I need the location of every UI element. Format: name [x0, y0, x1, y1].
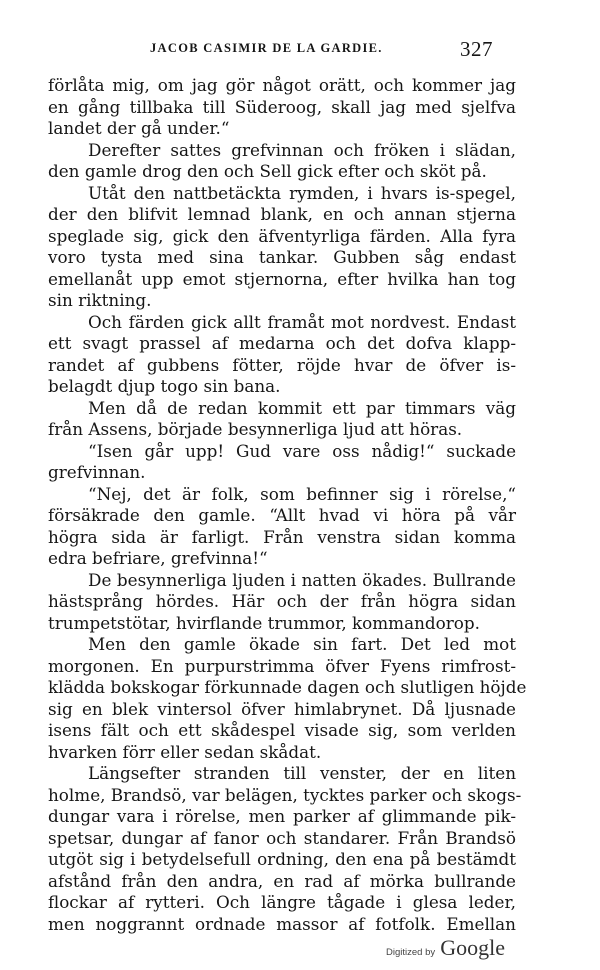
text-line: förlåta mig, om jag gör något orätt, och kommer jag [48, 75, 516, 95]
digitization-watermark [386, 935, 526, 961]
page-number: 327 [460, 37, 493, 61]
text-line: hästsprång hördes. Här och der från högra sidan [48, 591, 516, 611]
text-line: Längsefter stranden till venster, der en liten [88, 763, 516, 783]
text-line: den gamle drog den och Sell gick efter och sköt på. [48, 161, 487, 181]
text-line: spetsar, dungar af fanor och standarer. Från Brandsö [48, 827, 516, 848]
text-line: dungar vara i rörelse, men parker af glimmande pik- [48, 806, 516, 826]
text-line: hvarken förr eller sedan skådat. [48, 741, 322, 762]
text-line: holme, Brandsö, var belägen, tycktes parker och skogs- [48, 784, 522, 805]
text-line: Men då de redan kommit ett par timmars väg [88, 397, 516, 418]
text-line: ett svagt prassel af medarna och det dofva klapp- [48, 333, 516, 353]
text-line: landet der gå under.“ [48, 118, 230, 138]
text-line: edra befriare, grefvinna!“ [48, 548, 268, 568]
text-line: Utåt den nattbetäckta rymden, i hvars is-spegel, [88, 182, 516, 203]
text-line: men noggrannt ordnade massor af fotfolk. Emellan [48, 913, 516, 934]
text-line: De besynnerliga ljuden i natten ökades. Bullrande [88, 569, 516, 590]
text-line: sig en blek vintersol öfver himlabrynet. Då ljusnade [48, 698, 516, 719]
google-logo-text: Google [440, 935, 505, 960]
text-line: Derefter sattes grefvinnan och fröken i slädan, [88, 139, 516, 160]
text-line: trumpetstötar, hvirflande trummor, kommandorop. [48, 612, 480, 633]
text-line: sin riktning. [48, 290, 152, 310]
text-line: “Nej, det är folk, som befinner sig i rörelse,“ [88, 483, 516, 504]
text-line: voro tysta med sina tankar. Gubben såg endast [48, 247, 516, 267]
text-line: belagdt djup togo sin bana. [48, 376, 281, 396]
running-head: JACOB CASIMIR DE LA GARDIE. [150, 41, 383, 55]
text-line: der den blifvit lemnad blank, en och annan stjerna [48, 204, 516, 224]
text-line: grefvinnan. [48, 462, 146, 482]
text-line: högra sida är farligt. Från venstra sidan komma [48, 526, 516, 547]
text-line: speglade sig, gick den äfventyrliga färden. Alla fyra [48, 225, 516, 246]
text-line: isens fält och ett skådespel visade sig, som verlden [48, 720, 516, 740]
text-line: “Isen går upp! Gud vare oss nådig!“ suckade [88, 440, 516, 461]
text-line: emellanåt upp emot stjernorna, efter hvilka han tog [48, 268, 516, 289]
text-line: randet af gubbens fötter, röjde hvar de öfver is- [48, 354, 516, 375]
text-line: från Assens, började besynnerliga ljud att höras. [48, 419, 463, 439]
digitized-by-label: Digitized by [386, 947, 436, 958]
text-line: en gång tillbaka till Süderoog, skall jag med sjelfva [48, 96, 516, 117]
text-line: Men den gamle ökade sin fart. Det led mot [88, 634, 516, 654]
text-line: Och färden gick allt framåt mot nordvest. Endast [88, 311, 516, 332]
text-line: utgöt sig i betydelsefull ordning, den ena på bestämdt [48, 849, 516, 869]
body-text [48, 75, 527, 935]
page-header [0, 37, 600, 65]
text-line: morgonen. En purpurstrimma öfver Fyens rimfrost- [48, 655, 516, 676]
text-line: klädda bokskogar förkunnade dagen och slutligen höjde [48, 677, 527, 697]
text-line: flockar af rytteri. Och längre tågade i glesa leder, [48, 892, 516, 912]
text-line: afstånd från den andra, en rad af mörka bullrande [48, 870, 516, 891]
text-line: försäkrade den gamle. “Allt hvad vi höra på vår [48, 505, 516, 525]
